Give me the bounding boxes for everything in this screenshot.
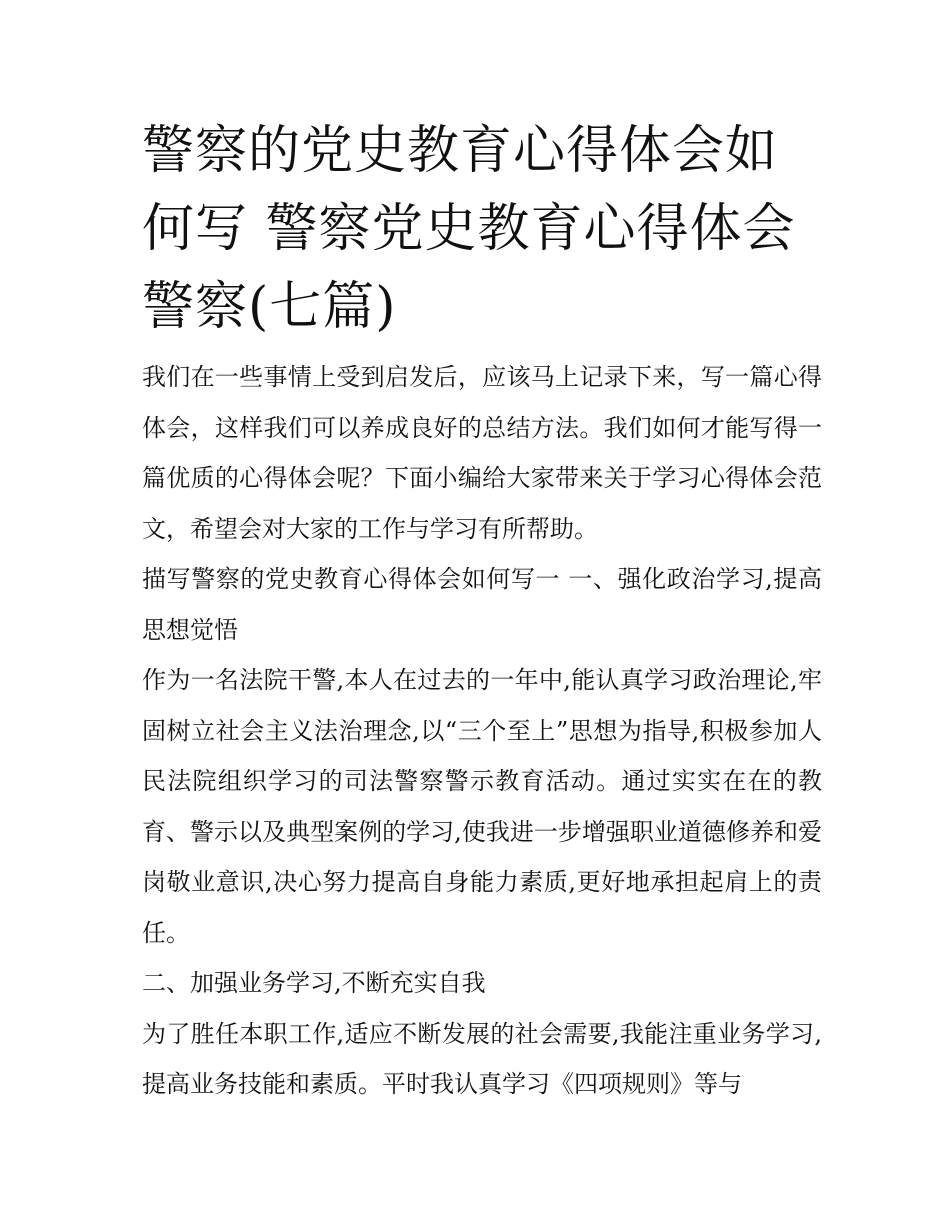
section-one-paragraph: 作为一名法院干警,本人在过去的一年中,能认真学习政治理论,牢固树立社会主义法治理念,以“三个至上”思想为指导,积极参加人民法院组织学习的司法警察警示教育活动。通过实实在在的教育、警示以及典型案例的学习,使我进一步增强职业道德修养和爱岗敬业意识,决心努力提高自身能力素质,更好地承担起肩上的责任。: [142, 666, 822, 947]
section-two-paragraph: 为了胜任本职工作,适应不断发展的社会需要,我能注重业务学习,提高业务技能和素质。平时我认真学习《四项规则》等与: [142, 1019, 822, 1098]
document-page: [142, 112, 822, 1110]
section-two-heading: 二、加强业务学习,不断充实自我: [142, 969, 486, 997]
section-one-heading: 描写警察的党史教育心得体会如何写一 一、强化政治学习,提高思想觉悟: [142, 565, 822, 644]
intro-paragraph: 我们在一些事情上受到启发后，应该马上记录下来，写一篇心得体会，这样我们可以养成良好的总结方法。我们如何才能写得一篇优质的心得体会呢？下面小编给大家带来关于学习心得体会范文，希望会对大家的工作与学习有所帮助。: [142, 363, 822, 543]
document-title: 警察的党史教育心得体会如何写 警察党史教育心得体会警察(七篇): [142, 121, 796, 337]
